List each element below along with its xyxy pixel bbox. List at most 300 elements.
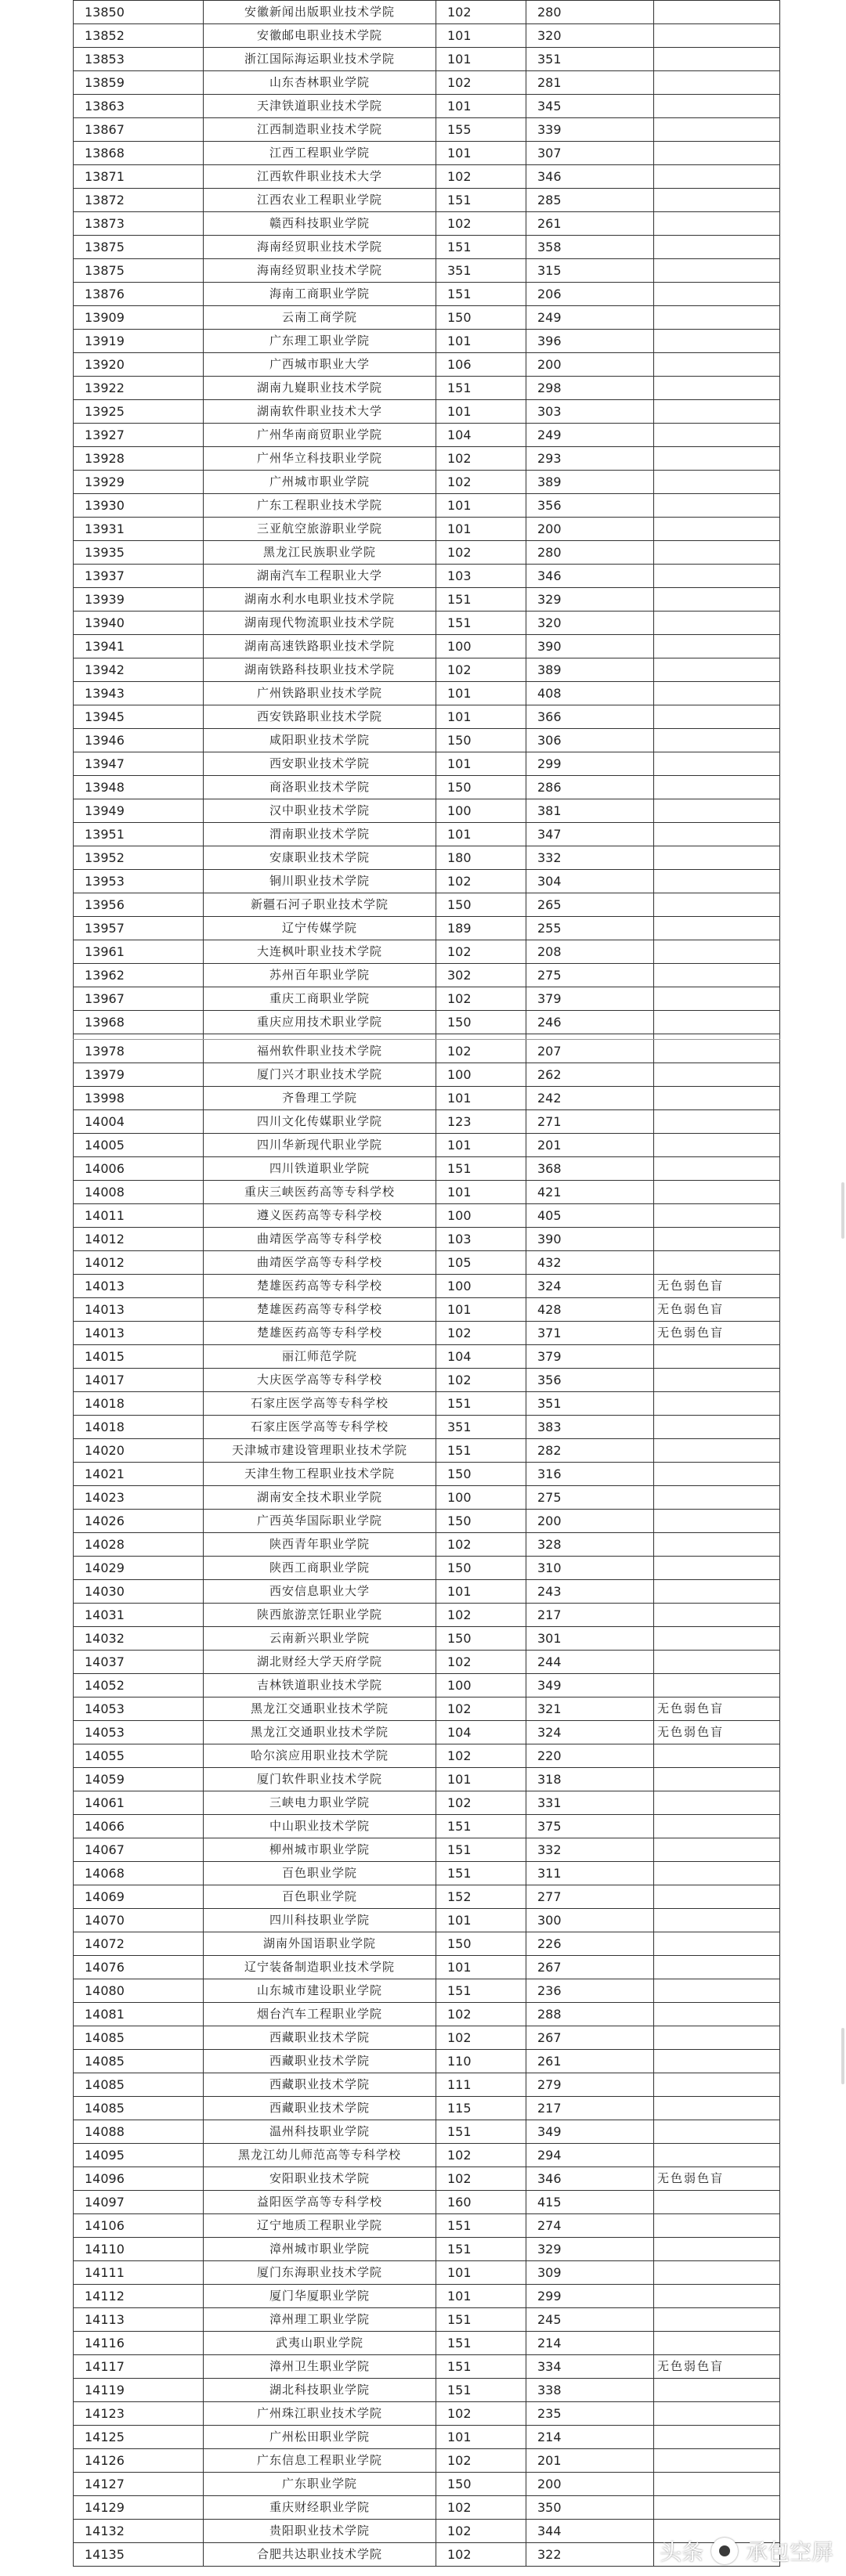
table-row [74,494,780,518]
school-name: 大庆医学高等专科学校 [204,1369,436,1392]
category-code: 152 [436,1885,526,1909]
school-name: 曲靖医学高等专科学校 [204,1228,436,1251]
min-score: 217 [526,2097,654,2120]
school-name: 天津铁道职业技术学院 [204,95,436,118]
requirement-note: 无色弱色盲 [654,2167,780,2191]
school-name: 广州松田职业学院 [204,2426,436,2449]
requirement-note [654,95,780,118]
school-code: 14020 [74,1439,204,1463]
category-code: 101 [436,95,526,118]
table-row [74,1251,780,1275]
category-code: 180 [436,846,526,870]
category-code: 106 [436,353,526,377]
table-row [74,964,780,987]
table-row [74,2402,780,2426]
table-row [74,729,780,752]
min-score: 206 [526,283,654,306]
school-name: 温州科技职业学院 [204,2120,436,2144]
table-row [74,142,780,165]
school-name: 山东城市建设职业学院 [204,1979,436,2003]
school-code: 14055 [74,1744,204,1768]
category-code: 151 [436,2214,526,2238]
school-name: 铜川职业技术学院 [204,870,436,893]
min-score: 389 [526,658,654,682]
school-code: 13929 [74,471,204,494]
category-code: 101 [436,1181,526,1204]
school-name: 商洛职业技术学院 [204,776,436,799]
requirement-note [654,917,780,940]
table-row [74,1011,780,1034]
table-row [74,471,780,494]
min-score: 267 [526,2026,654,2050]
school-name: 黑龙江幼儿师范高等专科学校 [204,2144,436,2167]
school-code: 13952 [74,846,204,870]
min-score: 242 [526,1087,654,1110]
requirement-note [654,705,780,729]
category-code: 104 [436,1345,526,1369]
requirement-note [654,48,780,71]
category-code: 100 [436,1275,526,1298]
requirement-note [654,987,780,1011]
requirement-note [654,1134,780,1157]
school-code: 13948 [74,776,204,799]
min-score: 200 [526,353,654,377]
requirement-note [654,2473,780,2496]
min-score: 299 [526,752,654,776]
school-name: 三峡电力职业学院 [204,1791,436,1815]
requirement-note [654,2144,780,2167]
category-code: 151 [436,1979,526,2003]
school-name: 辽宁地质工程职业学院 [204,2214,436,2238]
table-row [74,1697,780,1721]
requirement-note [654,1392,780,1416]
min-score: 262 [526,1063,654,1087]
school-name: 广州华立科技职业学院 [204,447,436,471]
school-code: 14067 [74,1838,204,1862]
category-code: 101 [436,2285,526,2308]
min-score: 318 [526,1768,654,1791]
requirement-note [654,752,780,776]
min-score: 379 [526,1345,654,1369]
watermark [660,2535,833,2567]
table-row [74,2285,780,2308]
min-score: 246 [526,1011,654,1034]
table-row [74,1510,780,1533]
min-score: 226 [526,1932,654,1956]
school-code: 13850 [74,1,204,24]
table-row [74,259,780,283]
requirement-note [654,353,780,377]
category-code: 102 [436,870,526,893]
school-name: 楚雄医药高等专科学校 [204,1298,436,1322]
school-code: 14030 [74,1580,204,1604]
school-code: 13875 [74,236,204,259]
school-name: 石家庄医学高等专科学校 [204,1392,436,1416]
category-code: 102 [436,1,526,24]
scroll-indicator[interactable] [841,2028,844,2084]
category-code: 101 [436,705,526,729]
min-score: 383 [526,1416,654,1439]
table-row [74,1674,780,1697]
min-score: 243 [526,1580,654,1604]
min-score: 249 [526,306,654,330]
category-code: 151 [436,2332,526,2355]
school-name: 吉林铁道职业技术学院 [204,1674,436,1697]
school-name: 辽宁装备制造职业技术学院 [204,1956,436,1979]
requirement-note: 无色弱色盲 [654,1721,780,1744]
min-score: 208 [526,940,654,964]
table-row [74,2473,780,2496]
category-code: 101 [436,330,526,353]
table-row [74,377,780,400]
min-score: 245 [526,2308,654,2332]
school-code: 13930 [74,494,204,518]
school-name: 新疆石河子职业技术学院 [204,893,436,917]
requirement-note [654,1838,780,1862]
requirement-note [654,24,780,48]
requirement-note: 无色弱色盲 [654,1697,780,1721]
school-name: 四川科技职业学院 [204,1909,436,1932]
table-row [74,588,780,612]
min-score: 344 [526,2520,654,2543]
category-code: 102 [436,1697,526,1721]
requirement-note [654,1416,780,1439]
table-row [74,189,780,212]
min-score: 356 [526,1369,654,1392]
table-row [74,1979,780,2003]
table-row [74,612,780,635]
school-name: 西安铁路职业技术学院 [204,705,436,729]
school-code: 13945 [74,705,204,729]
min-score: 316 [526,1463,654,1486]
table-row [74,682,780,705]
table-row [74,2167,780,2191]
table-row [74,2261,780,2285]
school-code: 14004 [74,1110,204,1134]
requirement-note [654,2496,780,2520]
min-score: 321 [526,1697,654,1721]
min-score: 267 [526,1956,654,1979]
category-code: 102 [436,1744,526,1768]
category-code: 102 [436,541,526,565]
school-name: 湖南安全技术职业学院 [204,1486,436,1510]
school-name: 广东工程职业技术学院 [204,494,436,518]
school-name: 楚雄医药高等专科学校 [204,1322,436,1345]
school-name: 辽宁传媒学院 [204,917,436,940]
table-row [74,917,780,940]
requirement-note [654,1627,780,1651]
category-code: 101 [436,1298,526,1322]
category-code: 102 [436,2449,526,2473]
school-code: 14110 [74,2238,204,2261]
requirement-note [654,588,780,612]
requirement-note [654,71,780,95]
school-code: 14015 [74,1345,204,1369]
table-row [74,353,780,377]
min-score: 329 [526,588,654,612]
school-name: 广东信息工程职业学院 [204,2449,436,2473]
table-row [74,1416,780,1439]
school-code: 13939 [74,588,204,612]
table-row [74,1885,780,1909]
school-code: 13957 [74,917,204,940]
school-name: 合肥共达职业技术学院 [204,2543,436,2567]
school-name: 海南经贸职业技术学院 [204,236,436,259]
school-code: 13922 [74,377,204,400]
school-name: 湖南软件职业技术大学 [204,400,436,424]
requirement-note [654,1011,780,1034]
min-score: 347 [526,823,654,846]
requirement-note [654,165,780,189]
requirement-note [654,846,780,870]
school-code: 14011 [74,1204,204,1228]
min-score: 301 [526,1627,654,1651]
min-score: 328 [526,1533,654,1557]
category-code: 101 [436,1909,526,1932]
table-row [74,2003,780,2026]
category-code: 150 [436,1463,526,1486]
requirement-note: 无色弱色盲 [654,1275,780,1298]
school-name: 安徽新闻出版职业技术学院 [204,1,436,24]
requirement-note [654,1369,780,1392]
category-code: 351 [436,1416,526,1439]
min-score: 298 [526,377,654,400]
requirement-note: 无色弱色盲 [654,1298,780,1322]
requirement-note [654,1932,780,1956]
table-row [74,1298,780,1322]
min-score: 396 [526,330,654,353]
category-code: 101 [436,518,526,541]
table-row [74,1604,780,1627]
table-row [74,1228,780,1251]
category-code: 102 [436,1791,526,1815]
min-score: 381 [526,799,654,823]
school-code: 14013 [74,1298,204,1322]
category-code: 150 [436,729,526,752]
school-name: 中山职业技术学院 [204,1815,436,1838]
table-row [74,1557,780,1580]
category-code: 151 [436,1157,526,1181]
requirement-note [654,1909,780,1932]
requirement-note [654,1557,780,1580]
min-score: 299 [526,2285,654,2308]
school-name: 湖南现代物流职业技术学院 [204,612,436,635]
min-score: 280 [526,1,654,24]
min-score: 349 [526,2120,654,2144]
requirement-note [654,1345,780,1369]
category-code: 102 [436,1604,526,1627]
requirement-note [654,893,780,917]
school-name: 黑龙江交通职业技术学院 [204,1697,436,1721]
category-code: 151 [436,2308,526,2332]
category-code: 100 [436,799,526,823]
school-name: 安阳职业技术学院 [204,2167,436,2191]
category-code: 102 [436,658,526,682]
school-code: 14123 [74,2402,204,2426]
min-score: 236 [526,1979,654,2003]
school-name: 柳州城市职业学院 [204,1838,436,1862]
school-code: 14116 [74,2332,204,2355]
school-code: 14097 [74,2191,204,2214]
min-score: 389 [526,471,654,494]
school-name: 丽江师范学院 [204,1345,436,1369]
category-code: 102 [436,2026,526,2050]
school-name: 湖北科技职业学院 [204,2379,436,2402]
school-code: 13927 [74,424,204,447]
table-row [74,24,780,48]
school-name: 大连枫叶职业技术学院 [204,940,436,964]
table-row [74,1909,780,1932]
school-name: 黑龙江民族职业学院 [204,541,436,565]
requirement-note [654,1768,780,1791]
school-name: 广东职业学院 [204,2473,436,2496]
requirement-note [654,2026,780,2050]
category-code: 123 [436,1110,526,1134]
school-code: 14059 [74,1768,204,1791]
school-code: 14012 [74,1228,204,1251]
school-code: 14135 [74,2543,204,2567]
requirement-note [654,1110,780,1134]
table-row [74,2120,780,2144]
min-score: 279 [526,2073,654,2097]
min-score: 345 [526,95,654,118]
scroll-indicator[interactable] [841,1182,844,1239]
category-code: 102 [436,2144,526,2167]
table-row [74,940,780,964]
min-score: 320 [526,24,654,48]
table-row [74,1,780,24]
requirement-note [654,682,780,705]
table-row [74,2191,780,2214]
table-row [74,212,780,236]
school-name: 烟台汽车工程职业学院 [204,2003,436,2026]
requirement-note [654,1040,780,1063]
school-code: 13920 [74,353,204,377]
requirement-note [654,1204,780,1228]
school-name: 武夷山职业学院 [204,2332,436,2355]
school-name: 广州铁路职业技术学院 [204,682,436,705]
min-score: 405 [526,1204,654,1228]
category-code: 102 [436,471,526,494]
requirement-note [654,212,780,236]
school-code: 13873 [74,212,204,236]
requirement-note [654,142,780,165]
min-score: 277 [526,1885,654,1909]
min-score: 304 [526,870,654,893]
table-row [74,2379,780,2402]
school-code: 13928 [74,447,204,471]
table-row [74,2496,780,2520]
table-row [74,1533,780,1557]
requirement-note [654,635,780,658]
min-score: 200 [526,518,654,541]
min-score: 428 [526,1298,654,1322]
school-code: 13941 [74,635,204,658]
school-code: 13979 [74,1063,204,1087]
school-code: 13953 [74,870,204,893]
requirement-note [654,2379,780,2402]
min-score: 255 [526,917,654,940]
school-code: 14112 [74,2285,204,2308]
table-row [74,823,780,846]
table-row [74,236,780,259]
school-code: 14052 [74,1674,204,1697]
requirement-note [654,2050,780,2073]
category-code: 150 [436,1557,526,1580]
category-code: 101 [436,1768,526,1791]
requirement-note [654,1157,780,1181]
table-row [74,1134,780,1157]
school-name: 湖南水利水电职业技术学院 [204,588,436,612]
table-row [74,2026,780,2050]
table-row [74,1369,780,1392]
category-code: 101 [436,1134,526,1157]
min-score: 371 [526,1322,654,1345]
school-name: 三亚航空旅游职业学院 [204,518,436,541]
category-code: 102 [436,1369,526,1392]
school-code: 14106 [74,2214,204,2238]
school-name: 广州城市职业学院 [204,471,436,494]
min-score: 332 [526,846,654,870]
school-code: 13876 [74,283,204,306]
min-score: 275 [526,964,654,987]
min-score: 220 [526,1744,654,1768]
school-code: 14013 [74,1275,204,1298]
school-name: 天津生物工程职业技术学院 [204,1463,436,1486]
min-score: 280 [526,541,654,565]
school-name: 江西制造职业技术学院 [204,118,436,142]
min-score: 379 [526,987,654,1011]
min-score: 200 [526,1510,654,1533]
requirement-note [654,776,780,799]
category-code: 111 [436,2073,526,2097]
requirement-note [654,2214,780,2238]
school-code: 14023 [74,1486,204,1510]
school-code: 14072 [74,1932,204,1956]
school-name: 重庆三峡医药高等专科学校 [204,1181,436,1204]
min-score: 408 [526,682,654,705]
school-code: 14085 [74,2050,204,2073]
category-code: 150 [436,1011,526,1034]
min-score: 271 [526,1110,654,1134]
school-code: 13937 [74,565,204,588]
table-row [74,1744,780,1768]
category-code: 105 [436,1251,526,1275]
requirement-note [654,1674,780,1697]
requirement-note [654,1228,780,1251]
min-score: 332 [526,1838,654,1862]
category-code: 150 [436,1510,526,1533]
min-score: 286 [526,776,654,799]
table-row [74,48,780,71]
category-code: 101 [436,1087,526,1110]
min-score: 320 [526,612,654,635]
min-score: 306 [526,729,654,752]
school-code: 14119 [74,2379,204,2402]
min-score: 309 [526,2261,654,2285]
school-code: 14028 [74,1533,204,1557]
table-row [74,1392,780,1416]
page-seam [74,1034,780,1040]
category-code: 102 [436,1651,526,1674]
requirement-note [654,2449,780,2473]
table-row [74,1486,780,1510]
requirement-note [654,2097,780,2120]
school-name: 赣西科技职业学院 [204,212,436,236]
table-row [74,1063,780,1087]
requirement-note [654,1510,780,1533]
category-code: 100 [436,1063,526,1087]
